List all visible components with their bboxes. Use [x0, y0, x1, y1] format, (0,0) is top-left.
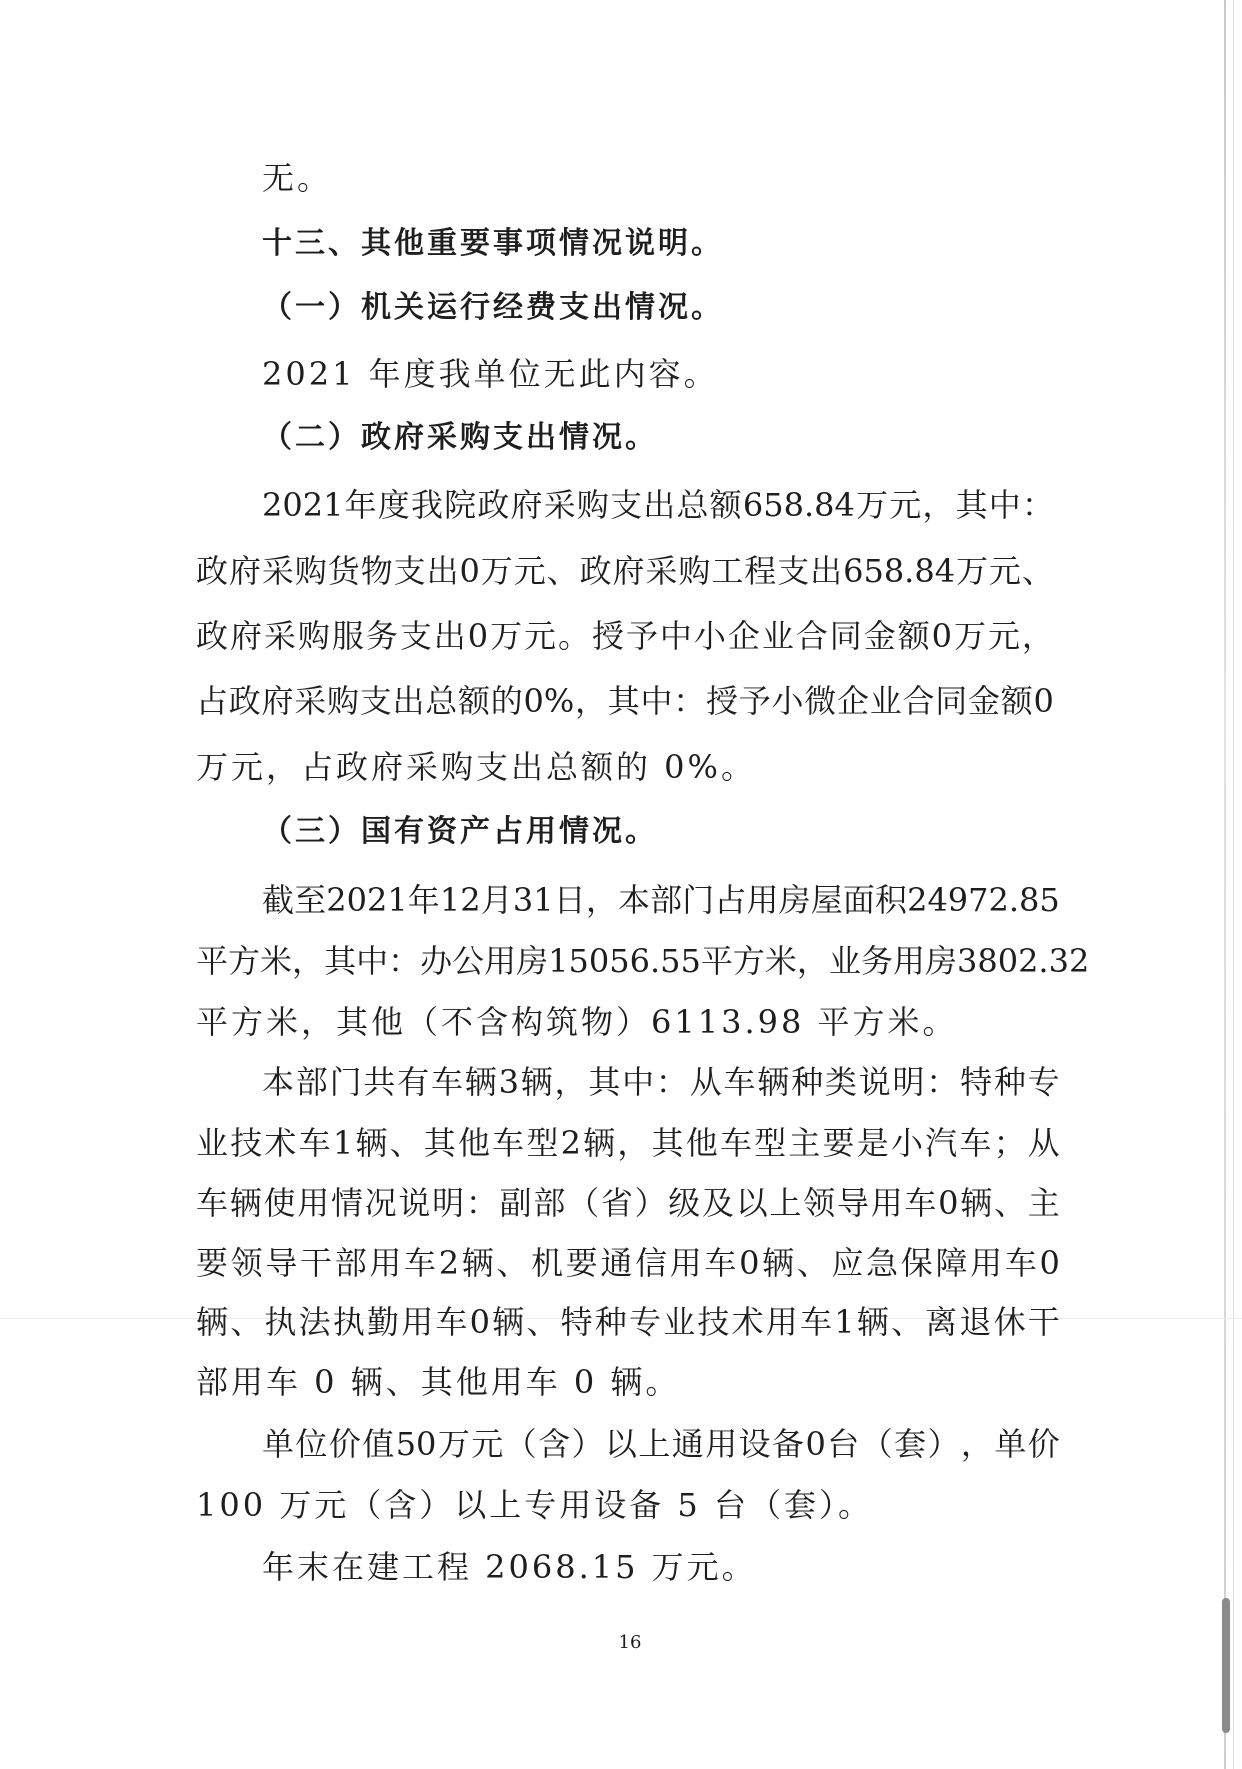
scrollbar-thumb[interactable]	[1222, 1598, 1230, 1733]
text-line: 车 辆 使 用 情 况 说 明 ： 副 部 （ 省 ） 级 及 以 上 领 导 用 车 0 辆 、 主	[196, 1184, 1060, 1222]
text-line: 部用车 0 辆、其他用车 0 辆。	[196, 1363, 681, 1401]
text-line: 要 领 导 干 部 用 车 2 辆 、 机 要 通 信 用 车 0 辆 、 应 急 保 障 用 车 0	[196, 1244, 1060, 1282]
text-line: 辆 、 执 法 执 勤 用 车 0 辆 、 特 种 专 业 技 术 用 车 1 辆 、 离 退 休 干	[196, 1303, 1060, 1341]
text-line: 单 位 价 值 50 万 元 （ 含 ） 以 上 通 用 设 备 0 台 （ 套 ） ， 单 价	[262, 1425, 1060, 1463]
text-line: 占 政 府 采 购 支 出 总 额 的 0% ， 其 中 ： 授 予 小 微 企 业 合 同 金 额 0	[196, 682, 1054, 720]
text-line: 业 技 术 车 1 辆 、 其 他 车 型 2 辆 ， 其 他 车 型 主 要 是 小 汽 车 ； 从	[196, 1124, 1060, 1162]
text-line: 平方米，其他（不含构筑物）6113.98 平方米。	[196, 1003, 958, 1041]
subsection-heading: （三）国有资产占用情况。	[262, 814, 658, 849]
page-edge	[1224, 0, 1226, 1769]
text-line: 政 府 采 购 货 物 支 出 0 万 元 、 政 府 采 购 工 程 支 出 658.84 万 元 、	[196, 552, 1054, 590]
text-line: 截 至 2021 年 12 月 31 日 ， 本 部 门 占 用 房 屋 面 积 24972.85	[262, 881, 1060, 919]
text-line: 2021 年 度 我 院 政 府 采 购 支 出 总 额 658.84 万 元 ， 其 中 ：	[262, 486, 1054, 524]
text-line: 政 府 采 购 服 务 支 出 0 万 元 。 授 予 中 小 企 业 合 同 金 额 0 万 元 ，	[196, 617, 1054, 655]
text-line: 本 部 门 共 有 车 辆 3 辆 ， 其 中 ： 从 车 辆 种 类 说 明 ： 特 种 专	[262, 1063, 1060, 1101]
text-line: 年末在建工程 2068.15 万元。	[262, 1548, 757, 1586]
text-line: 平 方 米 ， 其 中 ： 办 公 用 房 15056.55 平 方 米 ， 业 务 用 房 3802.32	[196, 942, 1090, 980]
subsection-heading: （二）政府采购支出情况。	[262, 420, 658, 455]
text-line: 无。	[262, 159, 333, 197]
text-line: 2021 年度我单位无此内容。	[262, 355, 719, 393]
section-heading: 十三、其他重要事项情况说明。	[262, 226, 724, 261]
page-edge-secondary	[1233, 0, 1234, 1769]
subsection-heading: （一）机关运行经费支出情况。	[262, 290, 724, 325]
page-number: 16	[618, 1632, 642, 1653]
text-line: 100 万元（含）以上专用设备 5 台（套）。	[196, 1486, 873, 1524]
text-line: 万元，占政府采购支出总额的 0%。	[196, 748, 756, 786]
